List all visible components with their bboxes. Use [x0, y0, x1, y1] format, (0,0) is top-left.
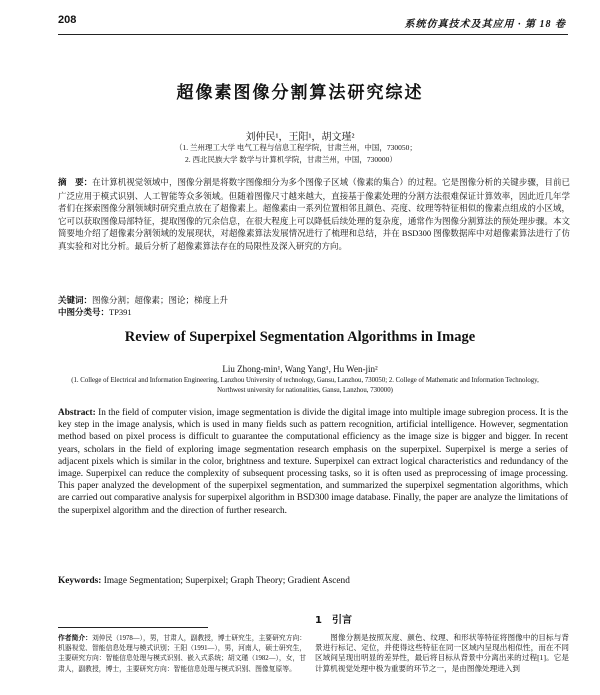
chinese-title: 超像素图像分割算法研究综述 [176, 83, 424, 103]
english-abstract-label: Abstract: [58, 408, 96, 418]
section-title: 1 引言 [315, 615, 352, 626]
introduction-paragraph: 图像分割是按照灰度、颜色、纹理、和形状等特征将图像中的目标与背景进行标记、定位，并使得这些特征在同一区域内呈现出相似性，而在不同区域间呈现出明显的差异性，最后将目标从背景中分离出来的过程[1]。它是计算机视觉处理中极为重要的环节之一，是由图像处理进入到 [315, 633, 569, 673]
footnote-divider [58, 627, 208, 628]
page-header [58, 12, 568, 35]
journal-name: 系统仿真技术及其应用 · 第 18 卷 [404, 19, 566, 30]
english-keywords [58, 576, 568, 586]
chinese-authors: 刘仲民¹，王阳¹，胡文瑾² [245, 132, 355, 143]
english-abstract-text: In the field of computer vision, image segmentation is divide the digital image into multiple image subregion process. It is the key step in the image analysis, which is used in many fields such as pattern recognition, artificial intelligence. However, segmentation method based on pixel process is difficult to guarantee the computational efficiency as the image size is bigger and bigger. In recent years, scholars in the field of exploring image segmentation research emphasis on the superpixel. Superpixel is merge a series of adjacent pixels which is similar in the color, brightness and texture. Superpixel can extract logical characteristics and redundancy of the image. Superpixel can reduce the complexity of subsequent processing tasks, so it is often used as preprocessing of image processing. This paper analyzed the development of the superpixel segmentation, and summarized the superpixel segmentation algorithms, which are carried out comparative analysis for superpixel algorithm in BSD300 image database. Finally, the paper are analyze the limitations of the superpixel algorithm and the direction of further research. [58, 408, 568, 516]
classification-number [58, 306, 132, 318]
chinese-affiliation-1: （1. 兰州理工大学 电气工程与信息工程学院，甘肃兰州，中国，730050； [175, 143, 417, 152]
classification-label: 中图分类号： [58, 308, 110, 318]
english-abstract [58, 407, 568, 517]
chinese-abstract [58, 176, 570, 253]
english-authors: Liu Zhong-min¹, Wang Yang¹, Hu Wen-jin² [222, 364, 378, 374]
chinese-keywords-text: 图像分割；超像素；图论；梯度上升 [92, 295, 229, 305]
footnote-text: 刘仲民（1978—），男，甘肃人，副教授，博士研究生，主要研究方向：机器视觉、智能信息处理与模式识别；王阳（1991—），男，河南人，硕士研究生，主要研究方向：智能信息处理与模式识别、嵌入式系统；胡文瑾（1982—），女，甘肃人，副教授，博士，主要研究方向：智能信息处理与模式识别、图像复原等。 [58, 635, 307, 673]
classification-value: TP391 [109, 307, 132, 317]
chinese-affiliation-2: 2. 西北民族大学 数学与计算机学院，甘肃兰州，中国，730000） [185, 155, 397, 164]
english-keywords-text: Image Segmentation; Superpixel; Graph Theory; Gradient Ascend [103, 576, 350, 586]
english-affiliations: (1. College of Electrical and Information Engineering, Lanzhou University of technology, Gansu, Lanzhou, 730050; 2. College of Mathematic and Information Technology, Northwest university for nationalities, Gansu, Lanzhou, 730000) [71, 377, 539, 394]
chinese-abstract-label: 摘 要： [58, 178, 93, 188]
page-number: 208 [58, 14, 77, 26]
author-footnote [58, 633, 308, 675]
english-keywords-label: Keywords: [58, 576, 102, 586]
footnote-label: 作者简介： [58, 634, 92, 642]
english-title: Review of Superpixel Segmentation Algorithms in Image [124, 329, 476, 345]
chinese-keywords-label: 关键词： [58, 296, 93, 306]
chinese-abstract-text: 在计算机视觉领域中，图像分割是将数字图像细分为多个图像子区域（像素的集合）的过程。它是图像分析的关键步骤，目前已广泛应用于模式识别、人工智能等众多领域。但随着图像尺寸越来越大，直接基于像素处理的分割方法很难保证计算效率，因此近几年学者们在探索图像分割领域时研究重点放在了超像素上。超像素由一系列位置相邻且颜色、亮度、纹理等特征相似的像素点组成的小区域，它可以获取图像局部特征，提取图像的冗余信息，在很大程度上可以降低后续处理的复杂度，通常作为图像分割算法的预处理步骤。本文简要地介绍了超像素分割领域的发展现状，对超像素算法发展情况进行了梳理和总结，并在 BSD300 图像数据库中对超像素算法进行了仿真实验和对比分析。最后分析了超像素算法存在的局限性及深入研究的方向。 [58, 177, 570, 251]
chinese-keywords [58, 294, 228, 306]
